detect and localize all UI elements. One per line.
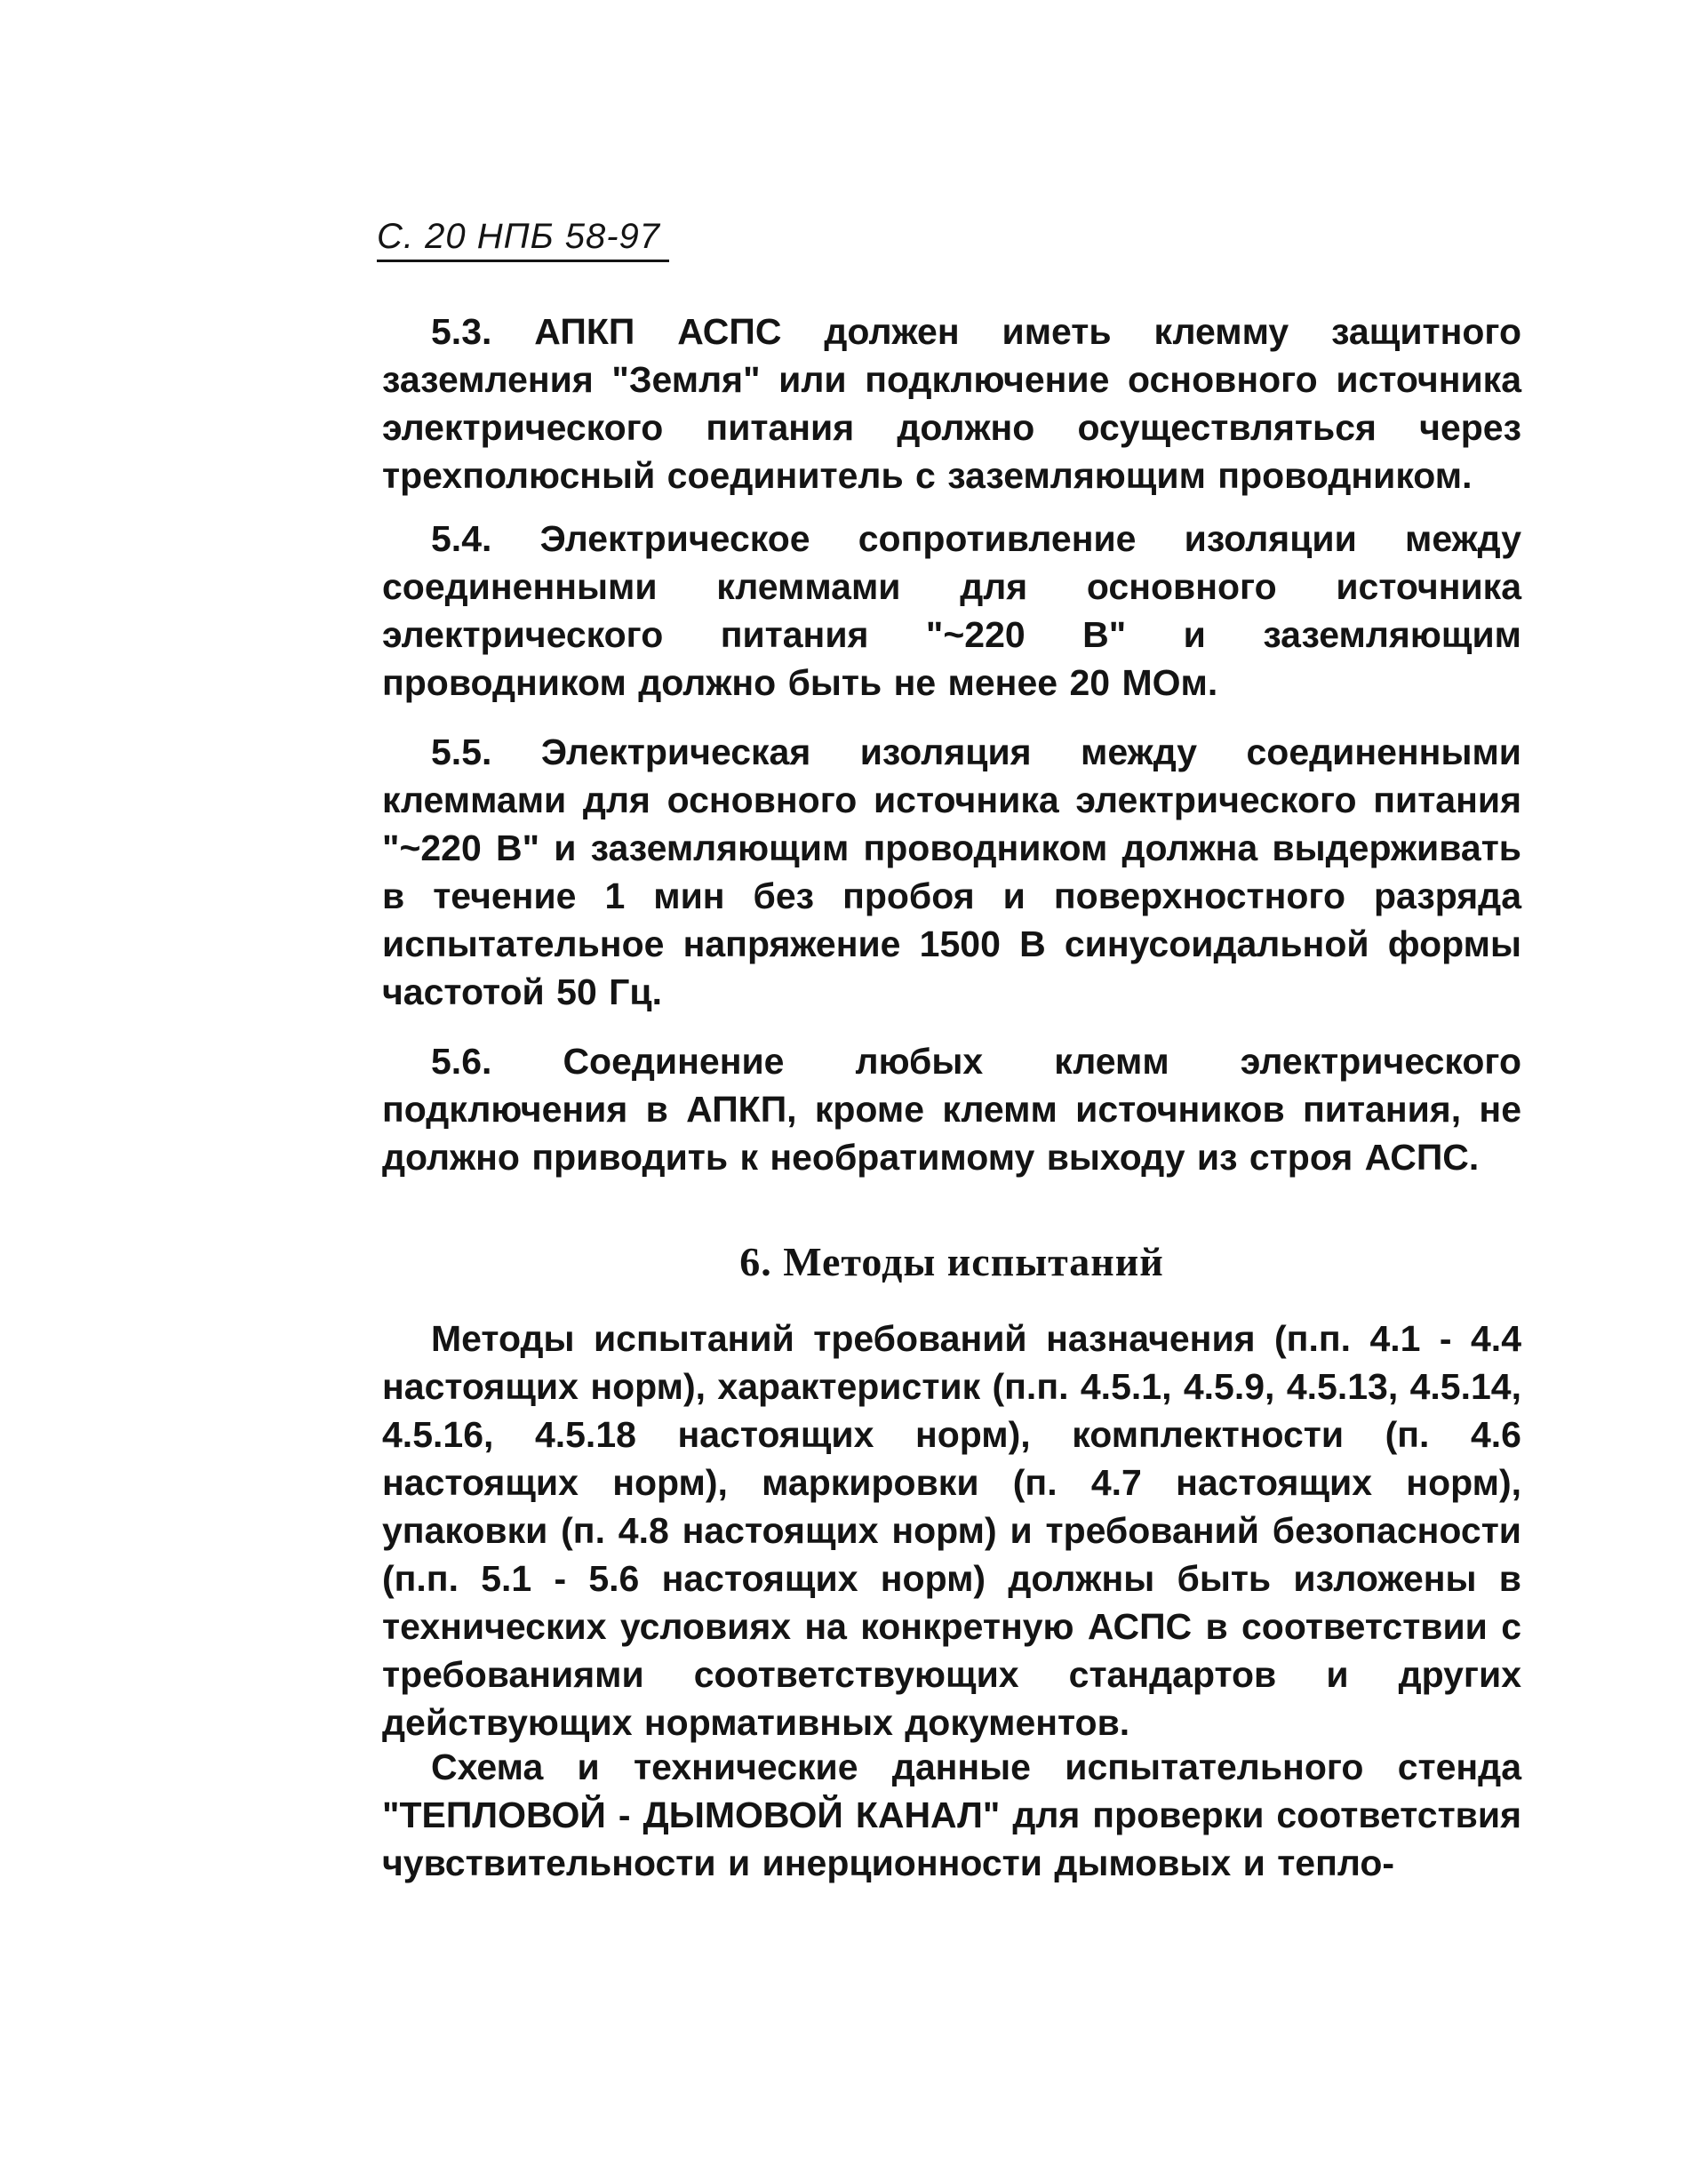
paragraph-5-5: 5.5. Электрическая изоляция между соединенными клеммами для основного источника электрического питания "~220 В" и заземляющим проводником должна выдерживать в течение 1 мин без пробоя и поверхностного разряда испытательное напряжение 1500 В синусоидальной формы частотой 50 Гц. [382,731,1521,1012]
page-header: С. 20 НПБ 58-97 [377,213,669,262]
paragraph-6-stand: Схема и технические данные испытательного стенда "ТЕПЛОВОЙ - ДЫМОВОЙ КАНАЛ" для проверки соответствия чувствительности и инерционности дымовых и тепло- [382,1746,1521,1883]
paragraph-5-6: 5.6. Соединение любых клемм электрического подключения в АПКП, кроме клемм источников питания, не должно приводить к необратимому выходу из строя АСПС. [382,1041,1521,1178]
section-heading: 6. Методы испытаний [739,1239,1164,1285]
paragraph-6-methods: Методы испытаний требований назначения (п.п. 4.1 - 4.4 настоящих норм), характеристик (п.п. 4.5.1, 4.5.9, 4.5.13, 4.5.14, 4.5.16, 4.5.18 настоящих норм), комплектности (п. 4.6 настоящих норм), маркировки (п. 4.7 настоящих норм), упаковки (п. 4.8 настоящих норм) и требований безопасности (п.п. 5.1 - 5.6 настоящих норм) должны быть изложены в технических условиях на конкретную АСПС в соответствии с требованиями соответствующих стандартов и других действующих нормативных документов. [382,1318,1521,1743]
paragraph-5-3: 5.3. АПКП АСПС должен иметь клемму защитного заземления "Земля" или подключение основного источника электрического питания должно осуществляться через трехполюсный соединитель с заземляющим проводником. [382,311,1521,496]
paragraph-5-4: 5.4. Электрическое сопротивление изоляции между соединенными клеммами для основного источника электрического питания "~220 В" и заземляющим проводником должно быть не менее 20 МОм. [382,518,1521,703]
